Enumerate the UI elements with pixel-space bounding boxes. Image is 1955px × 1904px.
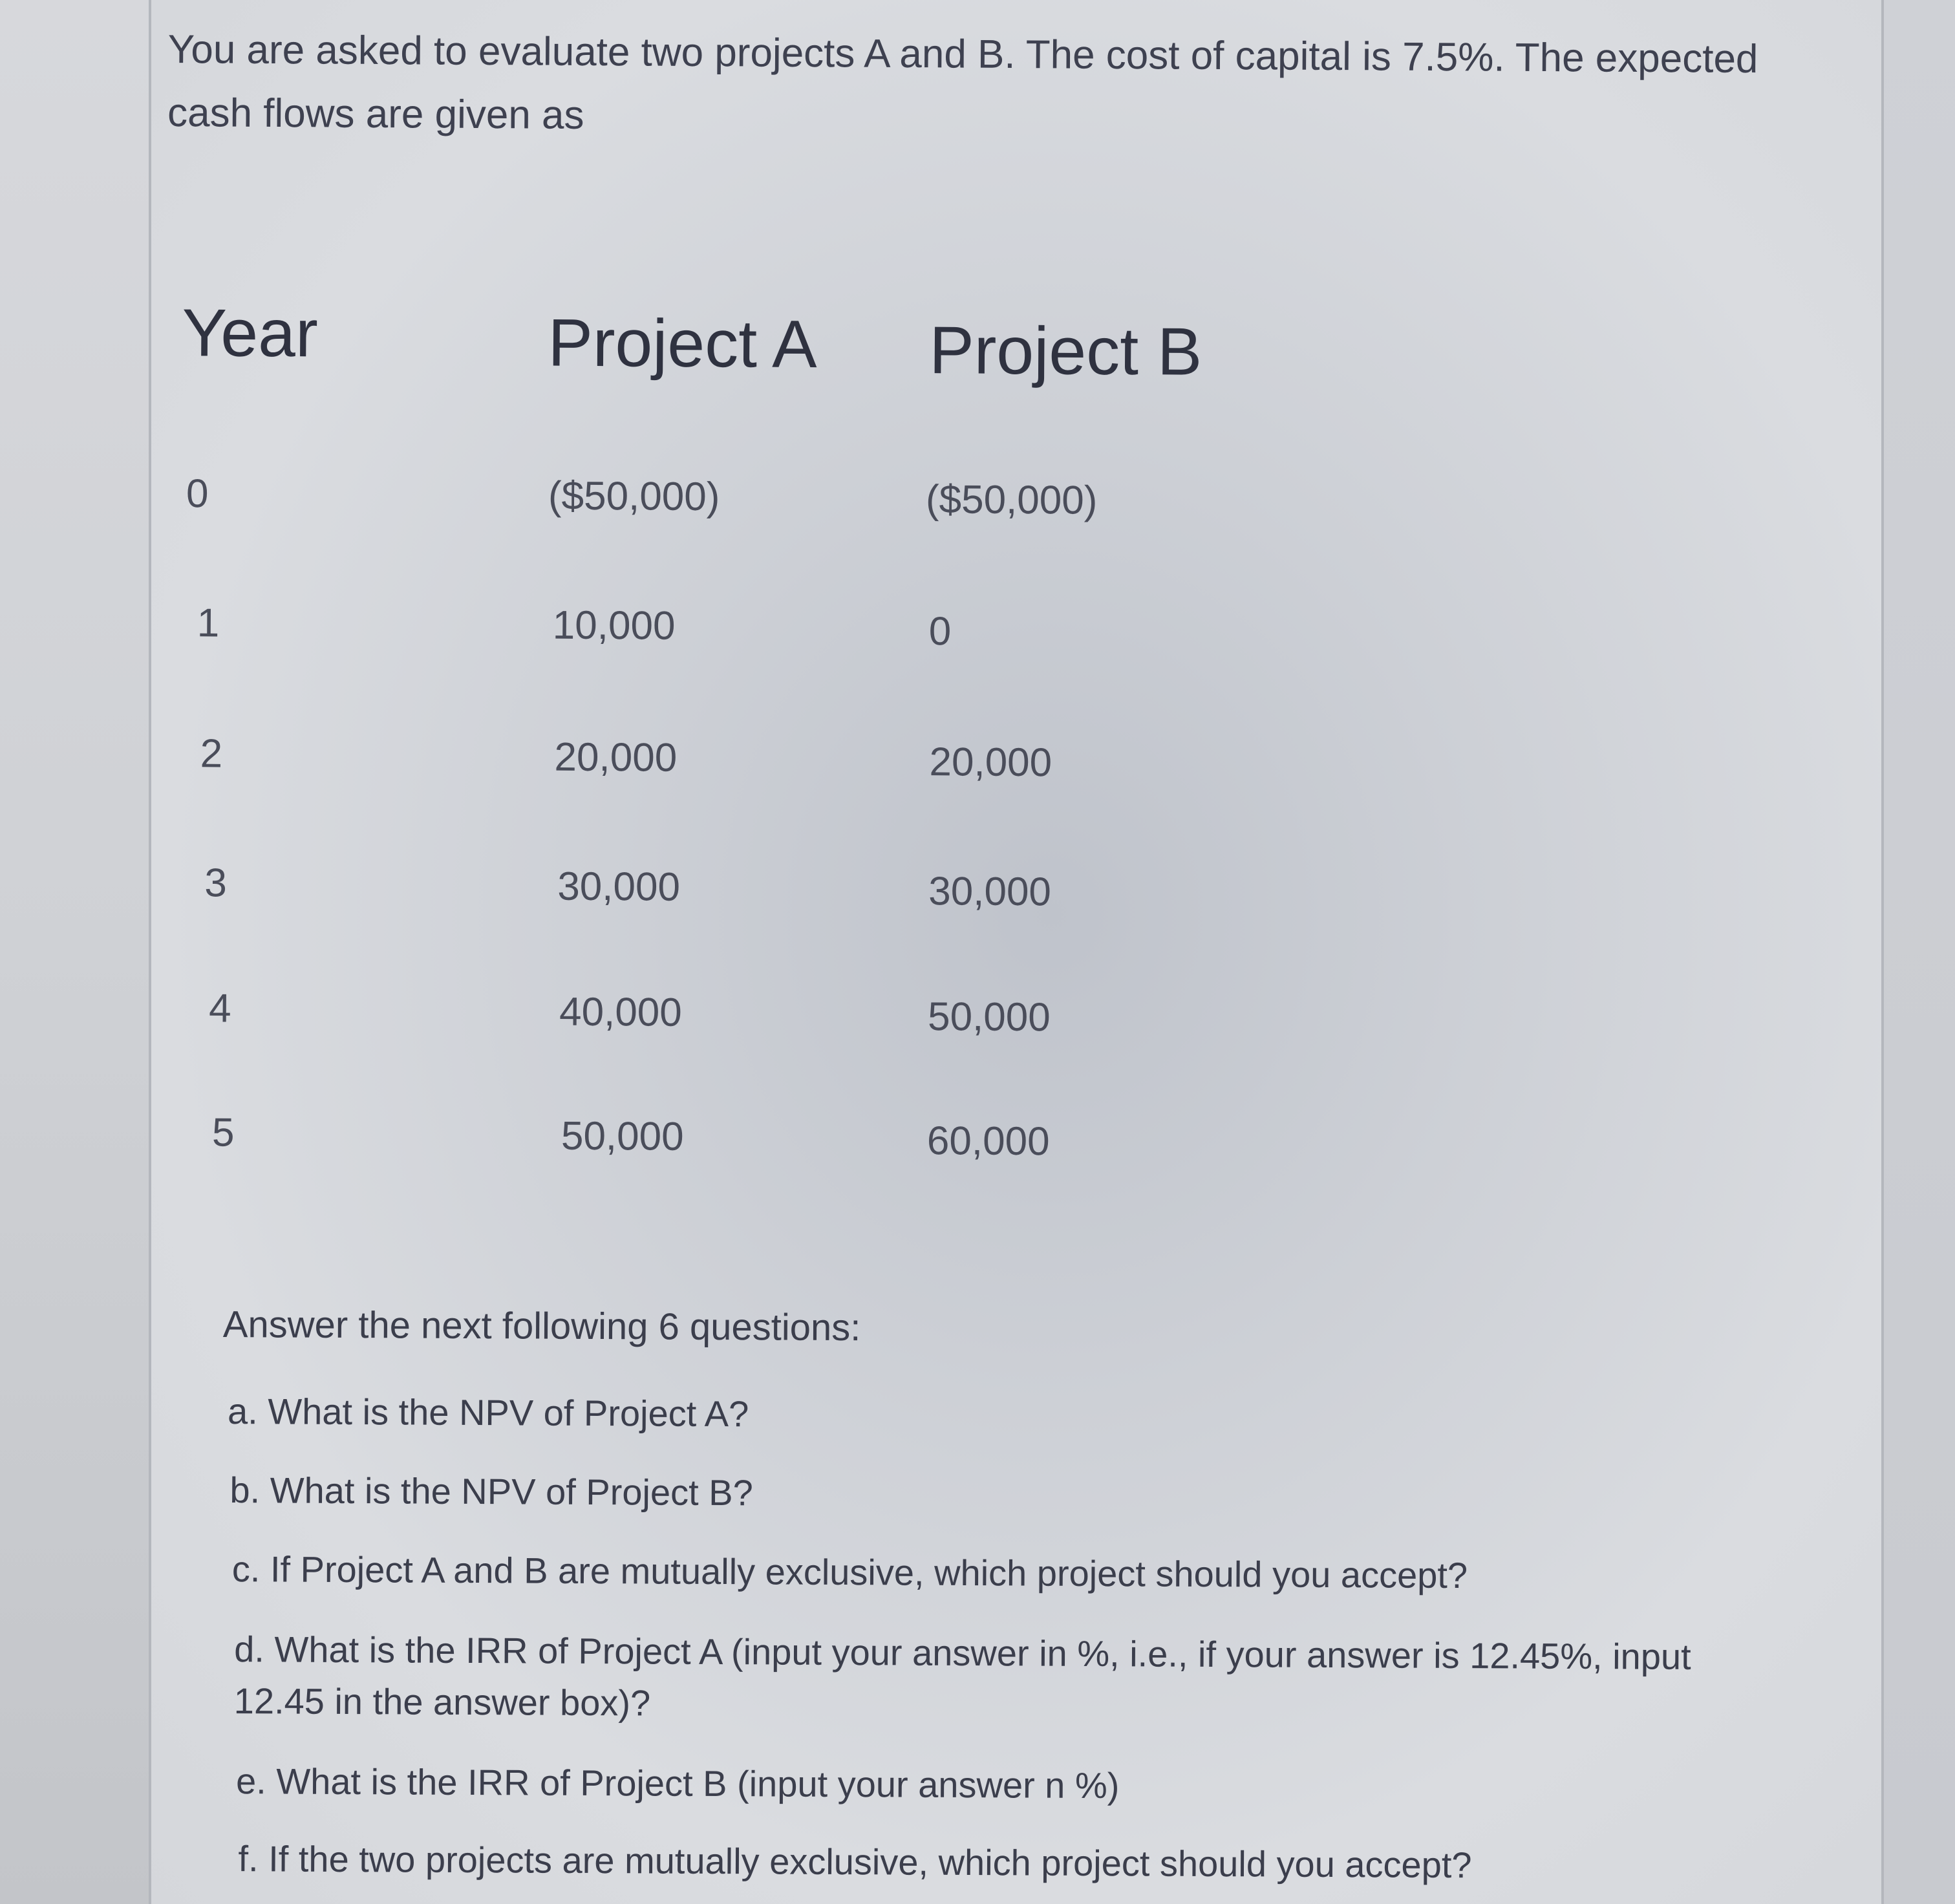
header-project-b: Project B: [929, 313, 1202, 390]
year-cell: 0: [186, 471, 209, 517]
header-project-a: Project A: [548, 305, 818, 383]
project-b-cell: 30,000: [928, 869, 1052, 915]
questions-intro: Answer the next following 6 questions:: [222, 1303, 861, 1349]
year-cell: 4: [208, 986, 231, 1031]
project-a-cell: 20,000: [554, 734, 678, 780]
project-b-cell: 50,000: [927, 994, 1051, 1040]
question-a: a. What is the NPV of Project A?: [227, 1391, 749, 1435]
project-b-cell: 0: [928, 609, 952, 654]
project-b-cell: ($50,000): [925, 477, 1098, 523]
question-panel: [149, 0, 1884, 1904]
year-cell: 1: [197, 601, 220, 646]
question-d: d. What is the IRR of Project A (input your answer in %, i.e., if your answer is 12.45%, input 12.45 in the answer box)?: [233, 1629, 1691, 1724]
year-cell: 5: [211, 1110, 235, 1155]
project-a-cell: 10,000: [552, 603, 676, 648]
project-a-cell: 30,000: [557, 864, 681, 910]
question-e: e. What is the IRR of Project B (input your answer n %): [235, 1760, 1120, 1806]
header-year: Year: [182, 295, 319, 372]
project-a-cell: 50,000: [561, 1113, 684, 1159]
year-cell: 3: [204, 861, 228, 906]
intro-text: You are asked to evaluate two projects A and B. The cost of capital is 7.5%. The expected cash flows are given as: [167, 27, 1758, 138]
project-a-cell: ($50,000): [548, 473, 720, 520]
right-margin: [1884, 0, 1955, 1904]
question-f: f. If the two projects are mutually exclusive, which project should you accept?: [238, 1838, 1472, 1886]
year-cell: 2: [200, 731, 223, 776]
left-margin: [0, 0, 149, 1904]
project-a-cell: 40,000: [559, 989, 682, 1035]
project-b-cell: 20,000: [929, 740, 1052, 786]
question-b: b. What is the NPV of Project B?: [230, 1470, 753, 1514]
project-b-cell: 60,000: [926, 1118, 1050, 1164]
question-c: c. If Project A and B are mutually exclusive, which project should you accept?: [231, 1548, 1468, 1596]
